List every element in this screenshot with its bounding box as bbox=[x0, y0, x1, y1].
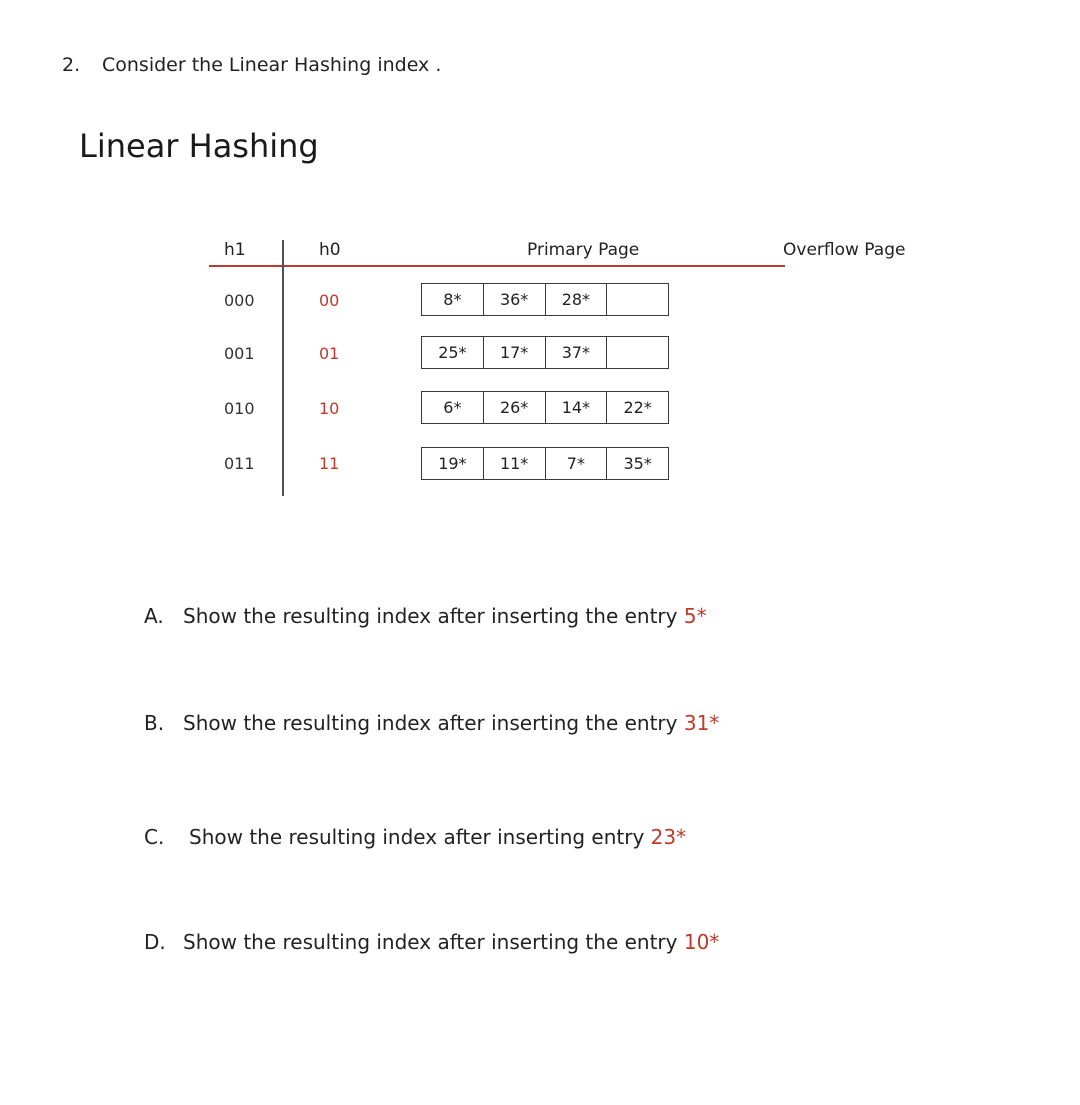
bucket-h1-label: 010 bbox=[224, 399, 255, 418]
bucket-entry: 37* bbox=[546, 337, 608, 368]
bucket-entry: 8* bbox=[422, 284, 484, 315]
question-line bbox=[62, 54, 441, 76]
task-text: Show the resulting index after inserting the entry bbox=[183, 711, 684, 735]
bucket-entry bbox=[607, 337, 668, 368]
task-entry: 5* bbox=[683, 604, 707, 628]
column-divider bbox=[282, 240, 284, 496]
primary-page-bucket bbox=[421, 336, 669, 369]
task-d bbox=[144, 930, 719, 954]
bucket-entry: 6* bbox=[422, 392, 484, 423]
task-c bbox=[144, 825, 686, 849]
bucket-entry: 7* bbox=[546, 448, 608, 479]
task-b bbox=[144, 711, 719, 735]
task-a bbox=[144, 604, 707, 628]
primary-page-bucket bbox=[421, 283, 669, 316]
task-letter: B. bbox=[144, 711, 165, 735]
task-text: Show the resulting index after inserting entry bbox=[189, 825, 651, 849]
bucket-entry bbox=[607, 284, 668, 315]
bucket-entry: 25* bbox=[422, 337, 484, 368]
primary-page-bucket bbox=[421, 447, 669, 480]
question-text: Consider the Linear Hashing index . bbox=[102, 54, 442, 76]
bucket-entry: 14* bbox=[546, 392, 608, 423]
task-entry: 31* bbox=[683, 711, 720, 735]
task-text: Show the resulting index after inserting the entry bbox=[183, 930, 684, 954]
header-divider bbox=[209, 265, 785, 267]
bucket-entry: 11* bbox=[484, 448, 546, 479]
task-text: Show the resulting index after inserting the entry bbox=[183, 604, 684, 628]
task-letter: C. bbox=[144, 825, 165, 849]
header-primary-page: Primary Page bbox=[527, 240, 640, 260]
bucket-h0-label: 00 bbox=[319, 291, 340, 310]
bucket-entry: 26* bbox=[484, 392, 546, 423]
bucket-h1-label: 011 bbox=[224, 454, 255, 473]
bucket-h0-label: 10 bbox=[319, 399, 340, 418]
task-entry: 10* bbox=[683, 930, 720, 954]
bucket-h0-label: 01 bbox=[319, 344, 340, 363]
bucket-entry: 36* bbox=[484, 284, 546, 315]
header-overflow-page: Overflow Page bbox=[783, 240, 906, 260]
task-letter: D. bbox=[144, 930, 166, 954]
bucket-entry: 22* bbox=[623, 398, 652, 417]
task-letter: A. bbox=[144, 604, 164, 628]
header-h1: h1 bbox=[224, 240, 246, 260]
bucket-h1-label: 000 bbox=[224, 291, 255, 310]
bucket-entry: 35* bbox=[623, 454, 652, 473]
header-h0: h0 bbox=[319, 240, 341, 260]
bucket-entry: 17* bbox=[484, 337, 546, 368]
bucket-entry: 19* bbox=[422, 448, 484, 479]
section-heading: Linear Hashing bbox=[79, 127, 319, 165]
task-entry: 23* bbox=[650, 825, 687, 849]
bucket-h1-label: 001 bbox=[224, 344, 255, 363]
bucket-h0-label: 11 bbox=[319, 454, 340, 473]
bucket-entry: 28* bbox=[546, 284, 608, 315]
primary-page-bucket bbox=[421, 391, 669, 424]
question-number: 2. bbox=[62, 54, 81, 76]
